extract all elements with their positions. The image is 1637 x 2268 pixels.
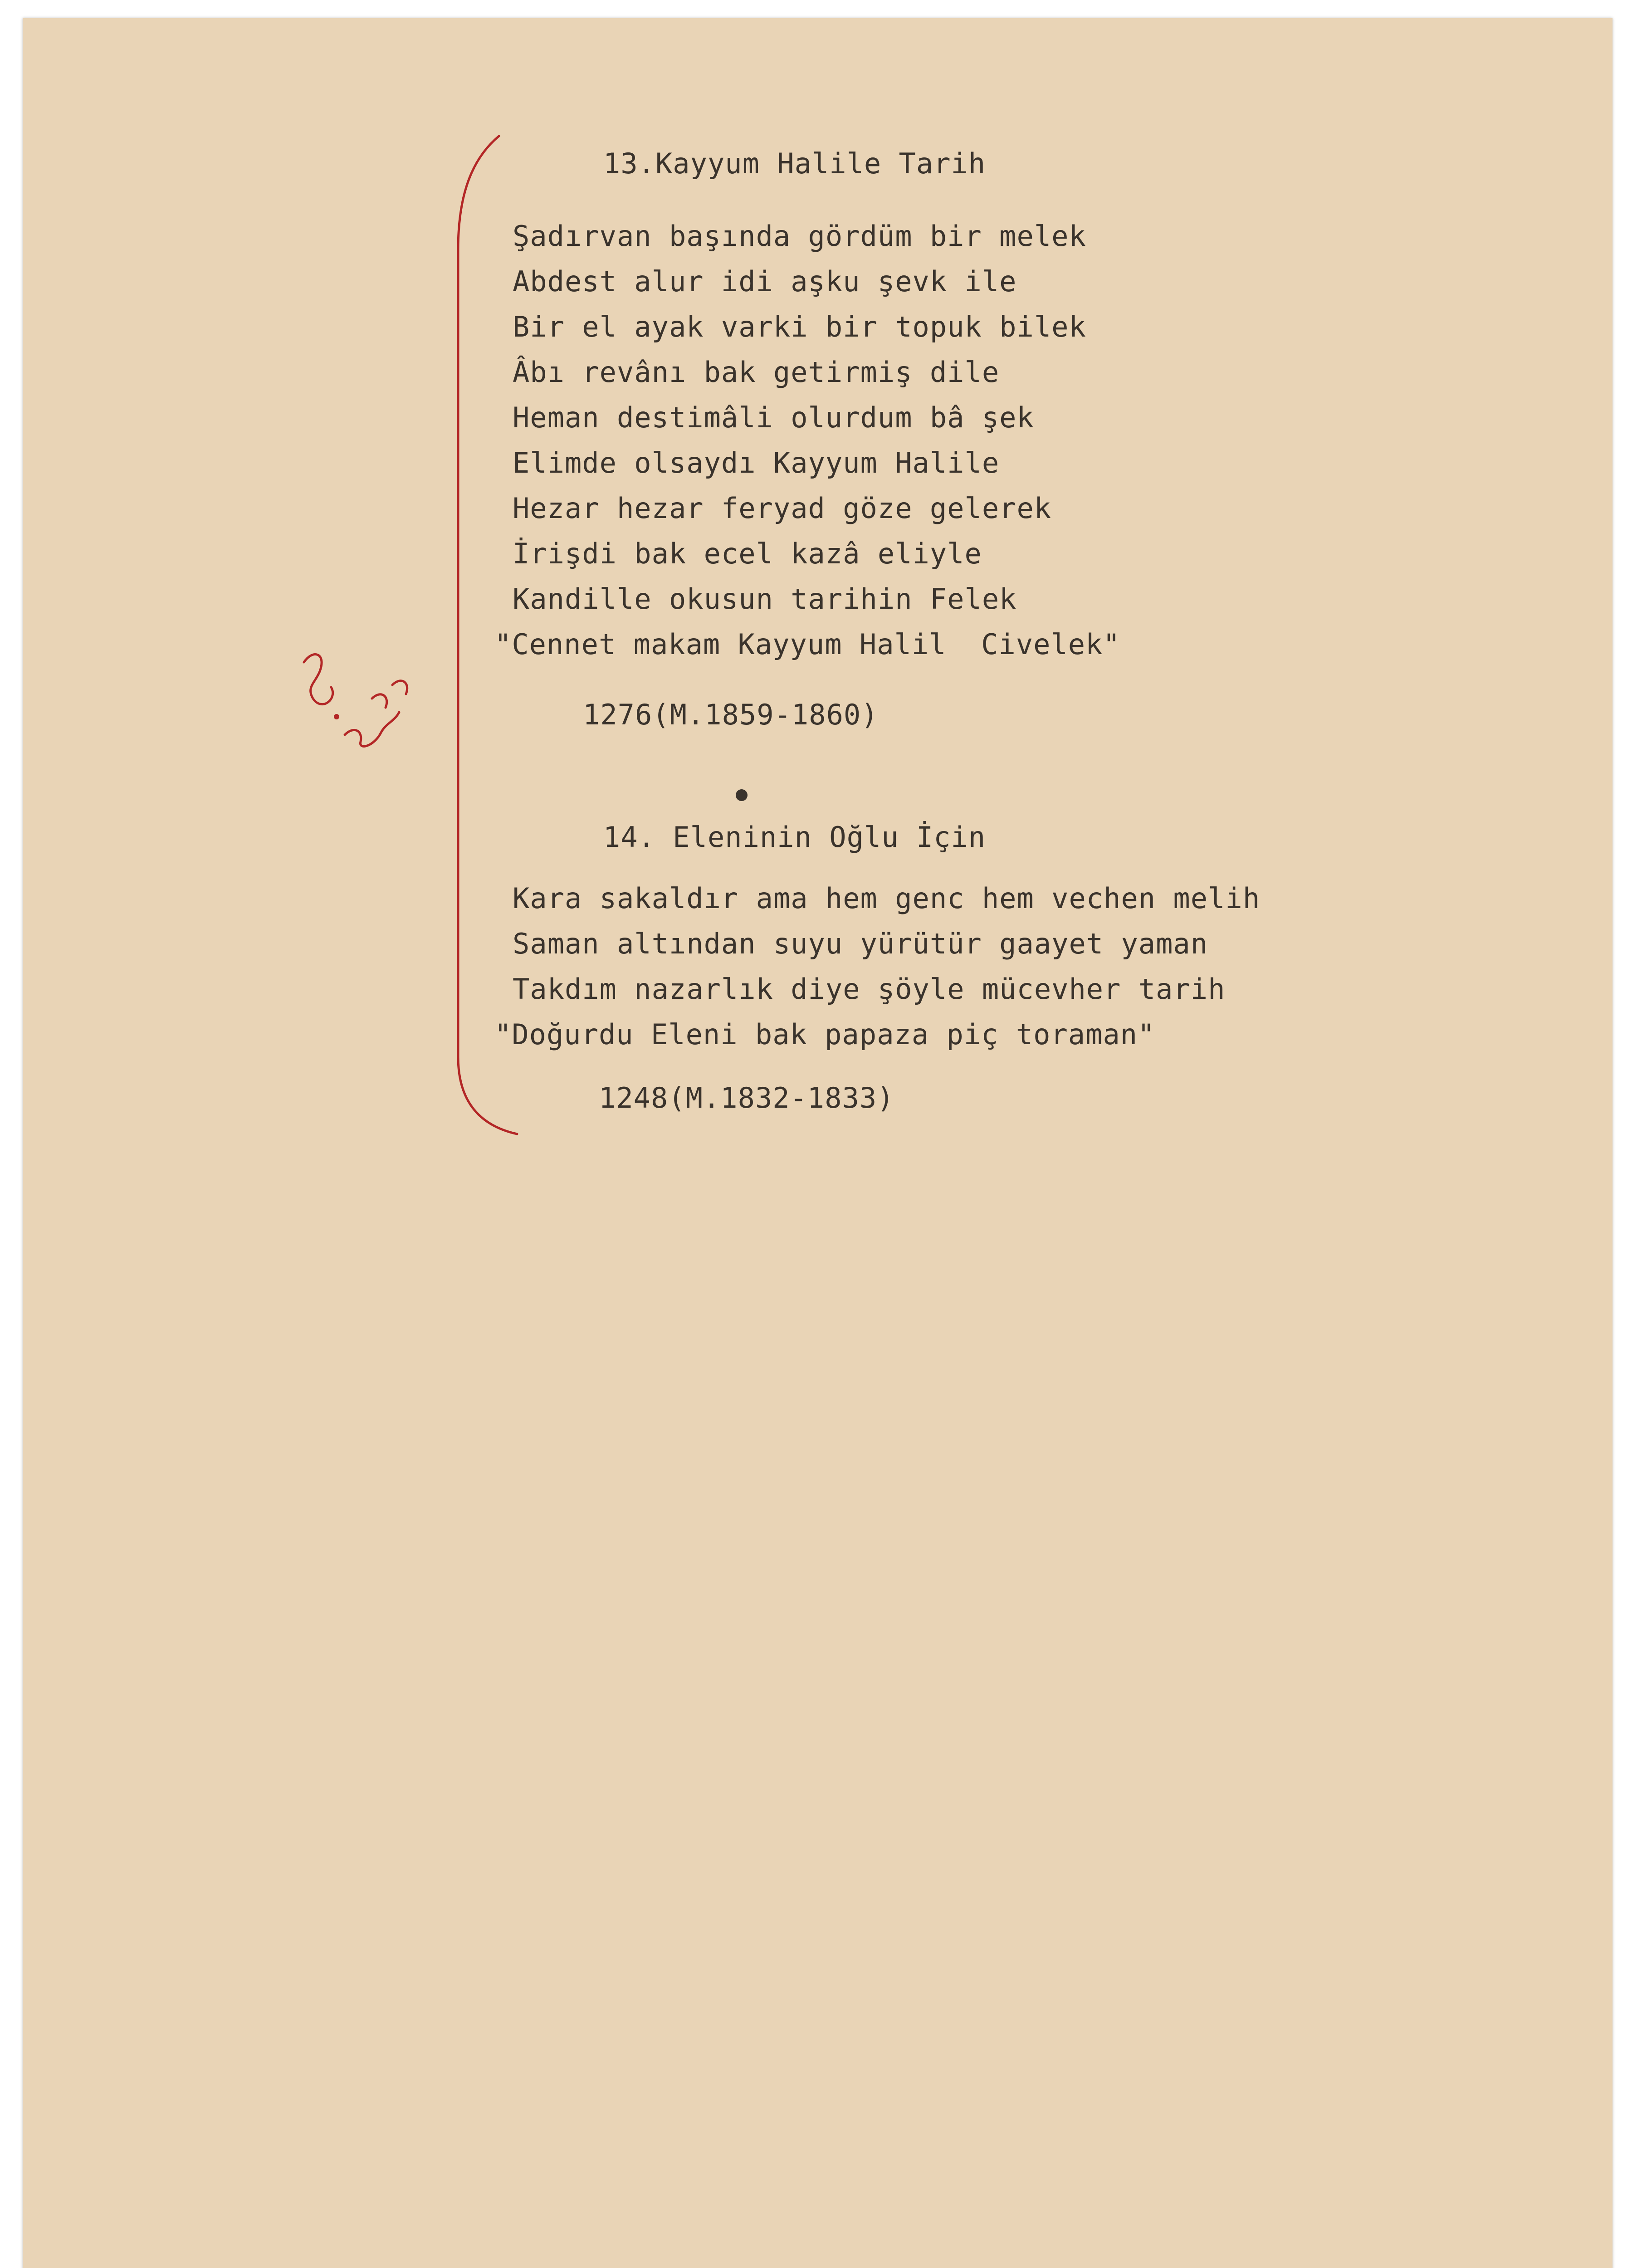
paper-page (23, 18, 1613, 2268)
poem13-title: 13.Kayyum Halile Tarih (603, 147, 986, 180)
poem13-line-7: Hezar hezar feryad göze gelerek (513, 492, 1052, 525)
poem13-line-2: Abdest alur idi aşku şevk ile (513, 265, 1017, 298)
poem14-line-1: Kara sakaldır ama hem genc hem vechen melih (513, 882, 1261, 915)
poem13-line-8: İrişdi bak ecel kazâ eliyle (513, 537, 982, 570)
poem13-date: 1276(M.1859-1860) (583, 698, 879, 731)
poem13-line-9: Kandille okusun tarihin Felek (513, 582, 1017, 616)
poem13-line-6: Elimde olsaydı Kayyum Halile (513, 446, 1000, 479)
poem14-line-3: Takdım nazarlık diye şöyle mücevher tarih (513, 973, 1226, 1006)
red-margin-annotation (295, 644, 422, 762)
poem13-line-4: Âbı revânı bak getirmiş dile (513, 356, 1000, 389)
poem14-line-2: Saman altından suyu yürütür gaayet yaman (513, 927, 1208, 960)
poem14-date: 1248(M.1832-1833) (599, 1081, 894, 1114)
poem14-title: 14. Eleninin Oğlu İçin (603, 821, 986, 854)
poem14-line-4: "Doğurdu Eleni bak papaza piç toraman" (494, 1018, 1155, 1051)
poem13-line-1: Şadırvan başında gördüm bir melek (513, 220, 1086, 253)
poem13-line-5: Heman destimâli olurdum bâ şek (513, 401, 1034, 434)
poem13-line-10: "Cennet makam Kayyum Halil Civelek" (494, 628, 1120, 661)
poem13-line-3: Bir el ayak varki bir topuk bilek (513, 310, 1086, 343)
separator-dot (736, 789, 748, 801)
